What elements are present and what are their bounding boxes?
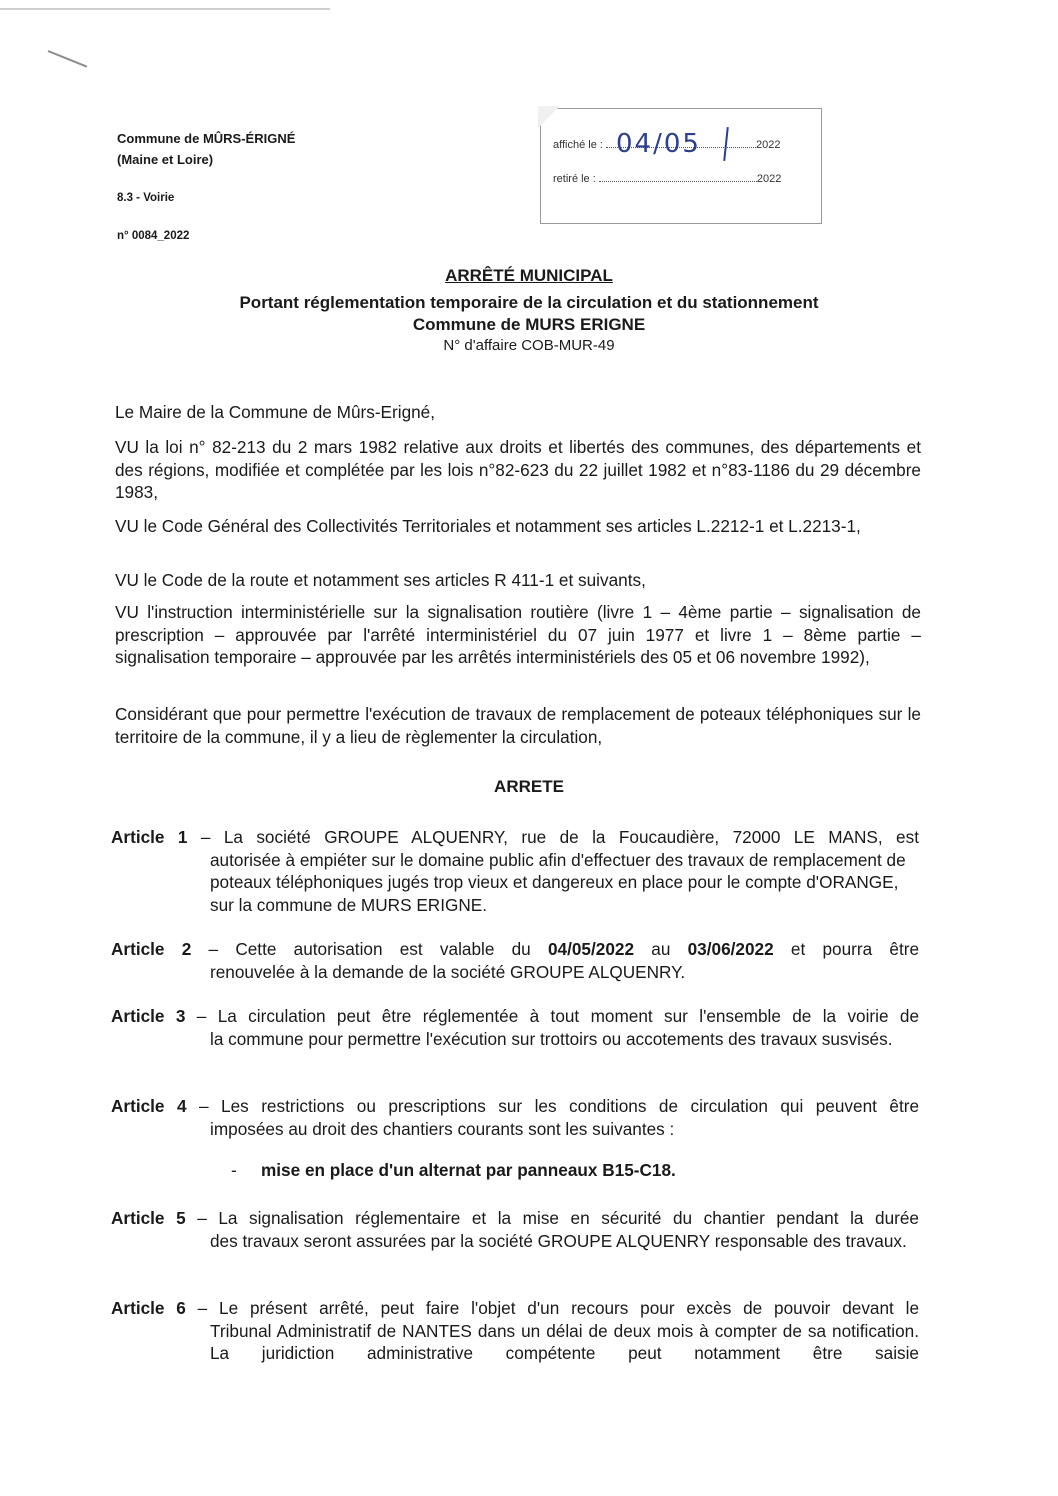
article-4-label: Article 4 — [111, 1096, 187, 1116]
posting-stamp — [540, 108, 822, 224]
department-name: (Maine et Loire) — [117, 152, 214, 167]
stamp-corner — [538, 106, 560, 128]
scan-artifact-line — [0, 8, 330, 10]
article-1 — [111, 826, 919, 916]
stamp-affiche-year: 2022 — [756, 139, 781, 151]
preamble-maire: Le Maire de la Commune de Mûrs-Erigné, — [115, 402, 436, 422]
article-4-text: imposées au droit des chantiers courants sont les suivantes : — [210, 1118, 675, 1139]
article-6-label: Article 6 — [111, 1298, 186, 1318]
article-2-lead-a: – Cette autorisation est valable du — [191, 939, 548, 959]
article-6-lead: – Le présent arrêté, peut faire l'objet d'un recours pour excès de pouvoir devant le — [185, 1298, 920, 1318]
article-2-text: renouvelée à la demande de la société GROUPE ALQUENRY. — [210, 961, 686, 982]
preamble-vu-cgct: VU le Code Général des Collectivités Territoriales et notamment ses articles L.2212-1 et L.2213-1, — [115, 516, 861, 536]
document-title: ARRÊTÉ MUNICIPAL — [445, 266, 613, 285]
article-3 — [111, 1005, 919, 1050]
article-6-text: Tribunal Administratif de NANTES dans un délai de deux mois à compter de sa notification. La juridiction administrative compétente peut notamment être saisie — [210, 1320, 919, 1363]
article-5 — [111, 1207, 919, 1252]
article-6 — [111, 1297, 919, 1365]
document-number: n° 0084_2022 — [117, 230, 190, 242]
affaire-number: N° d'affaire COB-MUR-49 — [443, 337, 615, 354]
article-3-text: la commune pour permettre l'exécution sur trottoirs ou accotements des travaux susvisés. — [210, 1028, 893, 1049]
arrete-heading: ARRETE — [494, 777, 564, 796]
article-5-text: des travaux seront assurées par la société GROUPE ALQUENRY responsable des travaux. — [210, 1230, 907, 1251]
article-2 — [111, 938, 919, 983]
article-4-bullet — [231, 1160, 676, 1181]
article-2-date-to: 03/06/2022 — [687, 939, 774, 959]
article-3-label: Article 3 — [111, 1006, 186, 1026]
category-label: 8.3 - Voirie — [117, 192, 175, 204]
commune-name: Commune de MÛRS-ÉRIGNÉ — [117, 131, 296, 146]
stamp-retire-row — [553, 173, 781, 185]
bullet-dash: - — [231, 1160, 237, 1180]
preamble-vu-instruction: VU l'instruction interministérielle sur la signalisation routière (livre 1 – 4ème partie – signalisation de prescription – approuvée par l'arrêté interministériel du 07 juin 1977 et livre 1 – 8ème partie – signalisation temporaire – approuvée par les arrêtés interministériels des 05 et 06 novembre 1992), — [115, 602, 921, 667]
article-3-lead: – La circulation peut être réglementée à tout moment sur l'ensemble de la voirie de — [185, 1006, 920, 1026]
preamble-considerant: Considérant que pour permettre l'exécution de travaux de remplacement de poteaux téléphoniques sur le territoire de la commune, il y a lieu de règlementer la circulation, — [115, 704, 921, 747]
handwritten-date: 04/05 — [616, 129, 701, 159]
article-2-lead-c: et pourra être — [773, 939, 920, 959]
article-1-label: Article 1 — [111, 827, 188, 847]
document-subtitle-2: Commune de MURS ERIGNE — [412, 315, 646, 334]
article-2-label: Article 2 — [111, 939, 192, 959]
stamp-affiche-label: affiché le : — [553, 139, 603, 151]
article-2-date-from: 04/05/2022 — [547, 939, 635, 959]
article-2-lead-b: au — [634, 939, 688, 959]
article-5-label: Article 5 — [111, 1208, 186, 1228]
preamble-vu-loi: VU la loi n° 82-213 du 2 mars 1982 relative aux droits et libertés des communes, des départements et des régions, modifiée et complétée par les lois n°82-623 du 22 juillet 1982 et n°83-1186 du 29 décembre 1983, — [115, 437, 921, 502]
scan-artifact-mark — [48, 50, 88, 68]
document-subtitle-1: Portant réglementation temporaire de la circulation et du stationnement — [239, 293, 819, 312]
article-4 — [111, 1095, 919, 1140]
article-4-bullet-text: mise en place d'un alternat par panneaux B15-C18. — [261, 1160, 676, 1180]
article-1-lead: – La société GROUPE ALQUENRY, rue de la Foucaudière, 72000 LE MANS, est — [187, 827, 919, 847]
article-1-text: autorisée à empiéter sur le domaine public afin d'effectuer des travaux de remplacement de poteaux téléphoniques jugés trop vieux et dangereux en place pour le compte d'ORANGE, sur la commune de MURS ERIGNE. — [210, 849, 906, 915]
stamp-retire-label: retiré le : — [553, 173, 596, 185]
article-5-lead: – La signalisation réglementaire et la mise en sécurité du chantier pendant la durée — [185, 1208, 919, 1228]
preamble-vu-code-route: VU le Code de la route et notamment ses articles R 411-1 et suivants, — [115, 570, 646, 590]
article-4-lead: – Les restrictions ou prescriptions sur les conditions de circulation qui peuvent être — [186, 1096, 920, 1116]
stamp-retire-year: 2022 — [756, 173, 782, 185]
